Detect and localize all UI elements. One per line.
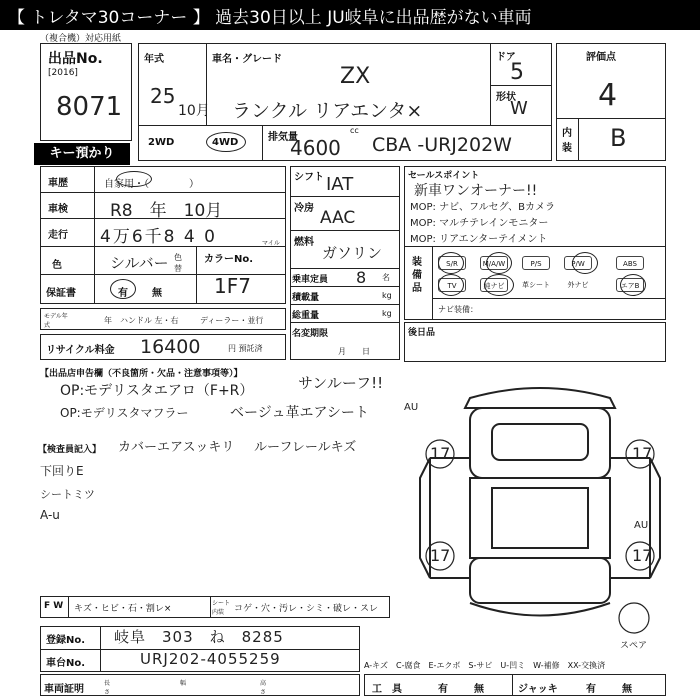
equip-circle-1	[438, 252, 464, 274]
warranty-yes: 有	[118, 288, 128, 299]
plate-label: 車両証明	[44, 684, 84, 695]
jack-no: 無	[622, 684, 632, 695]
cc-label: cc	[350, 126, 359, 135]
private-use-circle	[116, 171, 152, 187]
history-label: 車歴	[48, 178, 68, 189]
car-damage-diagram	[400, 378, 680, 648]
shaken-value: R8 年 10月	[110, 201, 223, 221]
key-badge: キー預かり	[34, 143, 130, 165]
equip-airbag: エアB	[616, 278, 644, 292]
tire-rear-left: 17	[430, 546, 451, 565]
history-value: 自家用・（ ）	[104, 179, 199, 190]
color-no-label: カラーNo.	[204, 254, 254, 265]
damage-au-top: AU	[404, 402, 419, 413]
recycle-value: 16400	[140, 336, 201, 358]
car-name-label: 車名・グレード	[212, 54, 282, 65]
month-value: 10月	[178, 103, 210, 119]
inspector-line-3: シートミツ	[40, 488, 95, 501]
rename-date: 月 日	[338, 347, 370, 356]
chassis-value: URJ202-4055259	[140, 650, 281, 668]
equipment-label: 装備品	[412, 257, 422, 294]
load-label: 積載量	[292, 293, 320, 303]
inspector-line-1: カバーエアスッキリ	[118, 440, 235, 455]
sales-line-3: MOP: マルチテレインモニター	[410, 218, 549, 229]
tire-front-right: 17	[632, 444, 653, 463]
capacity-label: 乗車定員	[292, 275, 329, 285]
equip-tv: TV	[438, 278, 466, 292]
aircon-value: AAC	[320, 208, 356, 228]
model-code: CBA -URJ202W	[372, 134, 512, 156]
model-label: モデル年式	[44, 313, 68, 329]
rename-label: 名変期限	[292, 329, 329, 339]
recycle-unit: 円 預託済	[228, 344, 263, 353]
mileage-label: 走行	[48, 230, 68, 241]
total-label: 総重量	[292, 311, 320, 321]
car-name-value: ランクル リアエンタ×	[232, 100, 423, 122]
drive-2wd: 2WD	[148, 137, 175, 148]
shape-label: 形状	[496, 92, 516, 103]
interior-value: B	[610, 124, 627, 152]
color-label: 色	[52, 260, 62, 271]
inspector-line-1b: ルーフレールキズ	[254, 440, 357, 455]
tools-box	[364, 674, 666, 696]
navi-equip-label: ナビ装備：	[438, 305, 478, 314]
reg-value: 岐阜 303 ね 8285	[114, 628, 284, 646]
tools-yes: 有	[438, 684, 448, 695]
sales-line-2: MOP: ナビ、フルセグ、Bカメラ	[410, 202, 556, 213]
equip-maw: M/A/W	[480, 256, 508, 270]
door-value: 5	[510, 60, 524, 85]
fw-label: F W	[44, 601, 64, 611]
door-label: ドア	[496, 52, 516, 63]
notes-label: 【出品店申告欄（不良箇所・欠品・注意事項等）】	[40, 369, 243, 379]
warranty-no: 無	[152, 288, 162, 299]
equip-navi: 純ナビ	[480, 278, 508, 292]
header-banner: 【 トレタマ30コーナー 】 過去30日以上 JU岐阜に出品歴がない車両	[0, 0, 700, 30]
shaken-label: 車検	[48, 204, 68, 215]
load-kg: kg	[382, 291, 392, 300]
length-label: 長さ	[104, 680, 111, 696]
lot-number: 8071	[56, 92, 123, 122]
shape-value: W	[510, 98, 528, 119]
equip-sr: S/R	[438, 256, 466, 270]
recycle-label: リサイクル料金	[46, 345, 115, 356]
score-label: 評価点	[586, 52, 616, 63]
warranty-yes-circle	[110, 279, 136, 299]
year-value: 25	[150, 84, 176, 108]
equip-abs: ABS	[616, 256, 644, 270]
notes-line-1: OP:モデリスタエアロ（F+R）	[60, 383, 254, 399]
color-change-label: 色替	[174, 253, 182, 273]
damage-legend: A-キズ C-腐食 E-エクボ S-サビ U-凹ミ W-補修 XX-交換済	[364, 661, 606, 670]
width-label: 幅	[180, 680, 187, 687]
warranty-label: 保証書	[46, 288, 76, 299]
equip-ext-navi: 外ナビ	[567, 281, 589, 289]
tools-no: 無	[474, 684, 484, 695]
color-no-value: 1F7	[214, 274, 251, 298]
grade-value: ZX	[340, 64, 371, 89]
equip-leather: 革シート	[522, 281, 550, 289]
chassis-label: 車台No.	[46, 658, 86, 669]
interior-label: 内装	[562, 128, 572, 154]
notes-line-2: OP:モデリスタマフラー	[60, 406, 189, 420]
shift-label: シフト	[294, 172, 324, 183]
sales-label: セールスポイント	[408, 171, 480, 181]
notes-line-1b: サンルーフ!!	[298, 374, 384, 392]
inspector-label: 【検査員記入】	[38, 445, 102, 455]
score-value: 4	[598, 78, 618, 113]
seat-label: シート内装	[212, 600, 231, 616]
lot-label: 出品No.	[48, 51, 103, 67]
form-note: （複合機）対応用紙	[40, 34, 122, 44]
total-kg: kg	[382, 309, 392, 318]
capacity-unit: 名	[382, 273, 390, 282]
reg-label: 登録No.	[46, 635, 86, 646]
equip-circle-3	[572, 252, 598, 274]
spare-label: スペア	[620, 641, 648, 651]
capacity-value: 8	[356, 268, 367, 287]
damage-au-right: AU	[634, 520, 649, 531]
seat-text: コゲ・穴・汚レ・シミ・破レ・スレ	[234, 604, 379, 614]
tire-rear-right: 17	[632, 546, 653, 565]
equip-ps: P/S	[522, 256, 550, 270]
equip-circle-5	[484, 274, 514, 296]
sales-line-1: 新車ワンオーナー!!	[414, 183, 538, 199]
equip-circle-4	[438, 274, 464, 296]
height-label: 高さ	[260, 680, 267, 696]
size-box	[40, 674, 360, 696]
drive-4wd-circle	[206, 132, 246, 152]
jack-yes: 有	[586, 684, 596, 695]
lot-year: [2016]	[48, 68, 78, 78]
aircon-label: 冷房	[294, 203, 314, 214]
equip-circle-6	[620, 274, 646, 296]
displacement-value: 4600	[290, 136, 341, 160]
notes-line-2b: ベージュ革エアシート	[230, 405, 369, 421]
fuel-label: 燃料	[294, 237, 314, 248]
year-label: 年式	[144, 54, 164, 65]
sales-line-4: MOP: リアエンターテイメント	[410, 234, 548, 245]
displacement-label: 排気量	[268, 132, 298, 143]
dealer-label: ディーラー・並行	[200, 316, 264, 325]
tools-label: 工 具	[372, 684, 402, 695]
drive-4wd: 4WD	[212, 137, 239, 148]
equip-circle-2	[486, 252, 512, 274]
tire-front-left: 17	[430, 444, 451, 463]
jack-label: ジャッキ	[518, 684, 558, 695]
inspector-line-4: A-u	[40, 508, 60, 522]
fw-text: キズ・ヒビ・石・割レ×	[74, 604, 172, 614]
model-year: 年	[104, 316, 112, 325]
gojitsu-label: 後日品	[408, 328, 436, 338]
mileage-value: 4万6千8 4 0	[100, 227, 217, 247]
gojitsu-box	[404, 322, 666, 362]
inspector-line-2: 下回りE	[40, 464, 84, 478]
mileage-unit: マイル	[262, 240, 280, 247]
equip-pw: P/W	[564, 256, 592, 270]
shift-value: IAT	[326, 174, 354, 195]
fuel-value: ガソリン	[322, 244, 383, 262]
color-value: シルバー	[110, 254, 169, 272]
handle-label: ハンドル 左・右	[120, 316, 179, 325]
